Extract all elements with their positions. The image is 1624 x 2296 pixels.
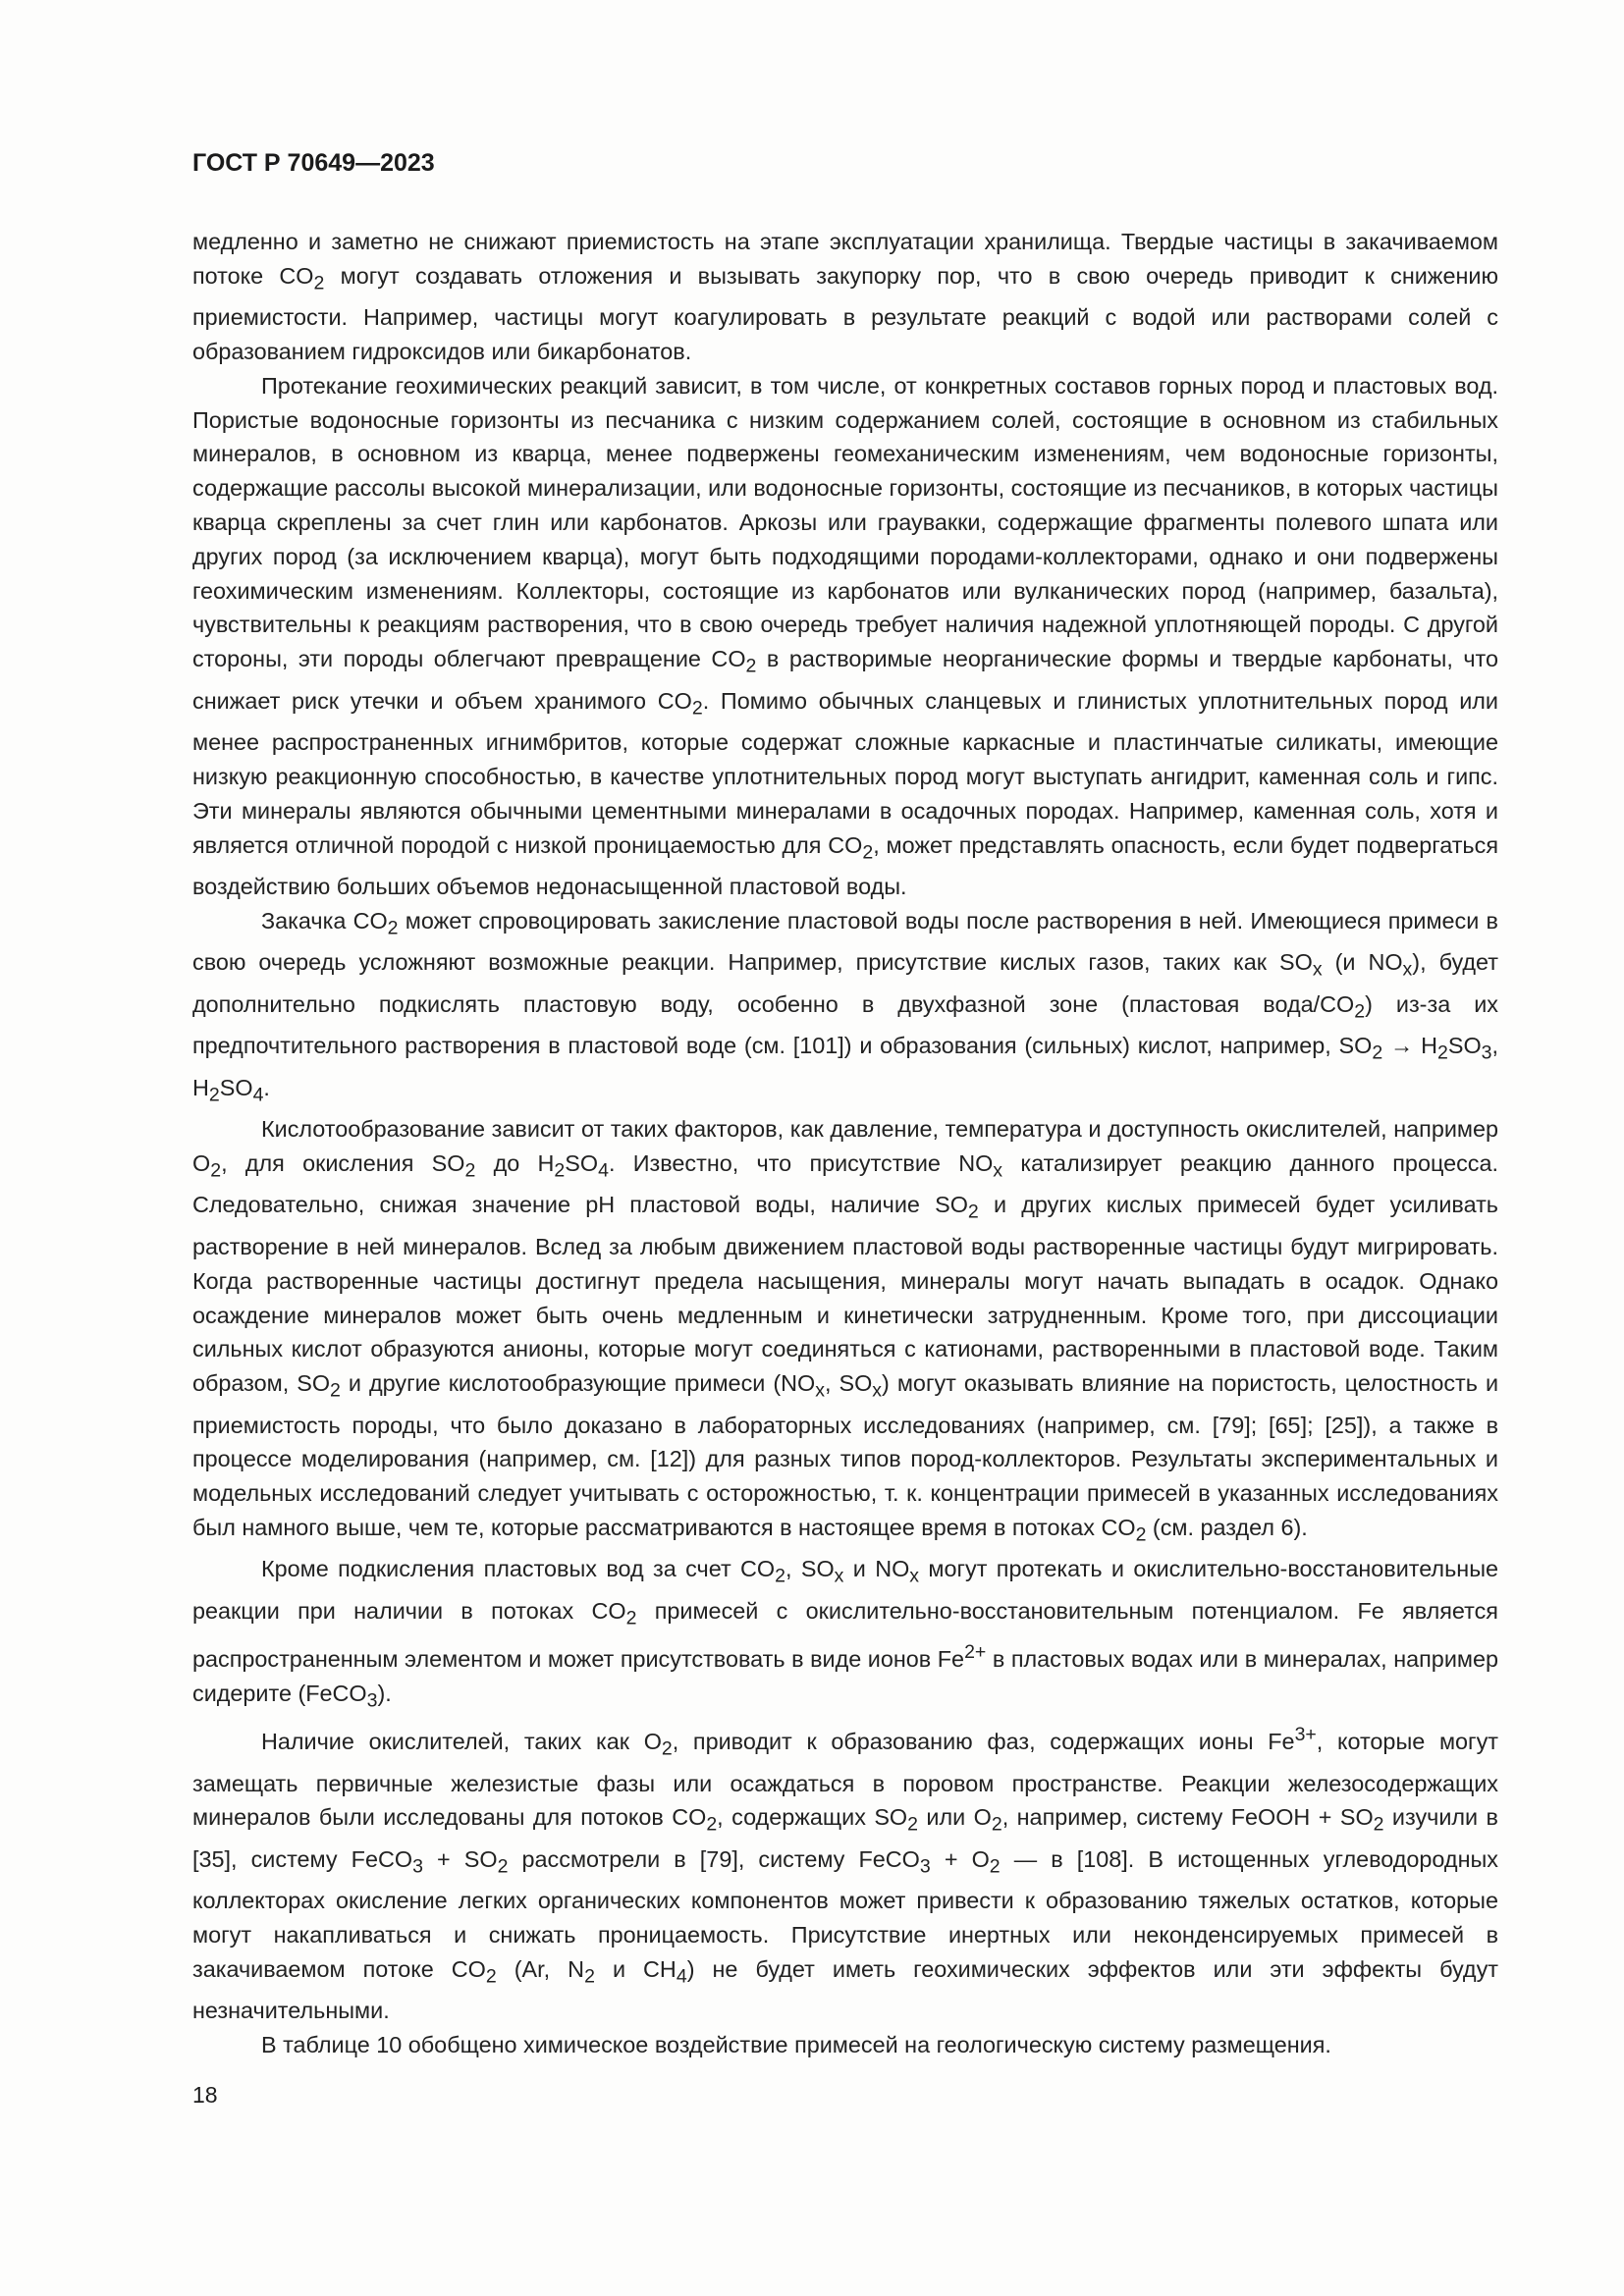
- body-text: [192, 225, 1498, 2062]
- paragraph: В таблице 10 обобщено химическое воздействие примесей на геологическую систему размещения.: [261, 2032, 1331, 2058]
- paragraph: Протекание геохимических реакций зависит, в том числе, от конкретных составов горных пород и пластовых вод. Пористые водоносные горизонты из песчаника с низким содержанием солей, состоящие в основном из стабильных минералов, в основном из кварца, менее подвержены геомеханическим изменениям, чем водоносные горизонты, содержащие рассолы высокой минерализации, или водоносные горизонты, состоящие из песчаников, в которых частицы кварца скреплены за счет глин или карбонатов. Аркозы или граувакки, содержащие фрагменты полевого шпата или других пород (за исключением кварца), могут быть подходящими породами-коллекторами, однако и они подвержены геохимическим изменениям. Коллекторы, состоящие из карбонатов или вулканических пород (например, базальта), чувствительны к реакциям растворения, что в свою очередь требует наличия надежной уплотняющей породы. С другой стороны, эти породы облегчают превращение $CO_2$ в растворимые неорганические формы и твердые карбонаты, что снижает риск утечки и объем хранимого $CO_2$. Помимо обычных сланцевых и глинистых уплотнительных пород или менее распространенных игнимбритов, которые содержат сложные каркасные и пластинчатые силикаты, имеющие низкую реакционную способностью, в качестве уплотнительных пород могут выступать ангидрит, каменная соль и гипс. Эти минералы являются обычными цементными минералами в осадочных породах. Например, каменная соль, хотя и является отличной породой с низкой проницаемостью для $CO_2$, может представлять опасность, если будет подвергаться воздействию больших объемов недонасыщенной пластовой воды.: [192, 372, 1498, 900]
- paragraph: Кроме подкисления пластовых вод за счет $CO_2$, $SO_x$ и $NO_x$ могут протекать и окислительно-восстановительные реакции при наличии в потоках $CO_2$ примесей с окислительно-восстановительным потенциалом. Fe является распространенным элементом и может присутствовать в виде ионов $Fe^{2+}$ в пластовых водах или в минералах, например сидерите (FeCO$_3$).: [192, 1556, 1499, 1712]
- page-number: 18: [192, 2082, 218, 2108]
- paragraph: Кислотообразование зависит от таких факторов, как давление, температура и доступность окислителей, например $O_2$, для окисления $SO_2$ до $H_2SO_4$. Известно, что присутствие $NO_x$ катализирует реакцию данного процесса. Следовательно, снижая значение pH пластовой воды, наличие $SO_2$ и других кислых примесей будет усиливать растворение в ней минералов. Вслед за любым движением пластовой воды растворенные частицы будут мигрировать. Когда растворенные частицы достигнут предела насыщения, минералы могут начать выпадать в осадок. Однако осаждение минералов может быть очень медленным и кинетически затрудненным. Кроме того, при диссоциации сильных кислот образуются анионы, которые могут соединяться с катионами, растворенными в пластовой воде. Таким образом, $SO_2$ и другие кислотообразующие примеси ($NO_x$, $SO_x$) могут оказывать влияние на пористость, целостность и приемистость породы, что было доказано в лабораторных исследованиях (например, см. [79]; [65]; [25]), а также в процессе моделирования (например, см. [12]) для разных типов пород-коллекторов. Результаты экспериментальных и модельных исследований следует учитывать с осторожностью, т. к. концентрации примесей в указанных исследованиях был намного выше, чем те, которые рассматриваются в настоящее время в потоках $CO_2$ (см. раздел 6).: [192, 1116, 1499, 1546]
- paragraph: Закачка $CO_2$ может спровоцировать закисление пластовой воды после растворения в ней. Имеющиеся примеси в свою очередь усложняют возможные реакции. Например, присутствие кислых газов, таких как $SO_x$ (и $NO_x$), будет дополнительно подкислять пластовую воду, особенно в двухфазной зоне (пластовая вода/$CO_2$) из-за их предпочтительного растворения в пластовой воде (см. [101]) и образования (сильных) кислот, например, $SO_2 \to H_2SO_3$, $H_2SO_4$.: [192, 907, 1499, 1106]
- document-header: ГОСТ Р 70649—2023: [192, 149, 435, 177]
- paragraph: медленно и заметно не снижают приемистость на этапе эксплуатации хранилища. Твердые частицы в закачиваемом потоке $CO_2$ могут создавать отложения и вызывать закупорку пор, что в свою очередь приводит к снижению приемистости. Например, частицы могут коагулировать в результате реакций с водой или растворами солей с образованием гидроксидов или бикарбонатов.: [192, 229, 1498, 365]
- paragraph: Наличие окислителей, таких как $O_2$, приводит к образованию фаз, содержащих ионы $Fe^{3+}$, которые могут замещать первичные железистые фазы или осаждаться в поровом пространстве. Реакции железосодержащих минералов были исследованы для потоков $CO_2$, содержащих $SO_2$ или $O_2$, например, систему FeOOH + $SO_2$ изучили в [35], систему FeCO$_3$ + $SO_2$ рассмотрели в [79], систему FeCO$_3$ + $O_2$ — в [108]. В истощенных углеводородных коллекторах окисление легких органических компонентов может привести к образованию тяжелых остатков, которые могут накапливаться и снижать проницаемость. Присутствие инертных или неконденсируемых примесей в закачиваемом потоке $CO_2$ (Ar, $N_2$ и $CH_4$) не будет иметь геохимических эффектов или эти эффекты будут незначительными.: [192, 1724, 1499, 2024]
